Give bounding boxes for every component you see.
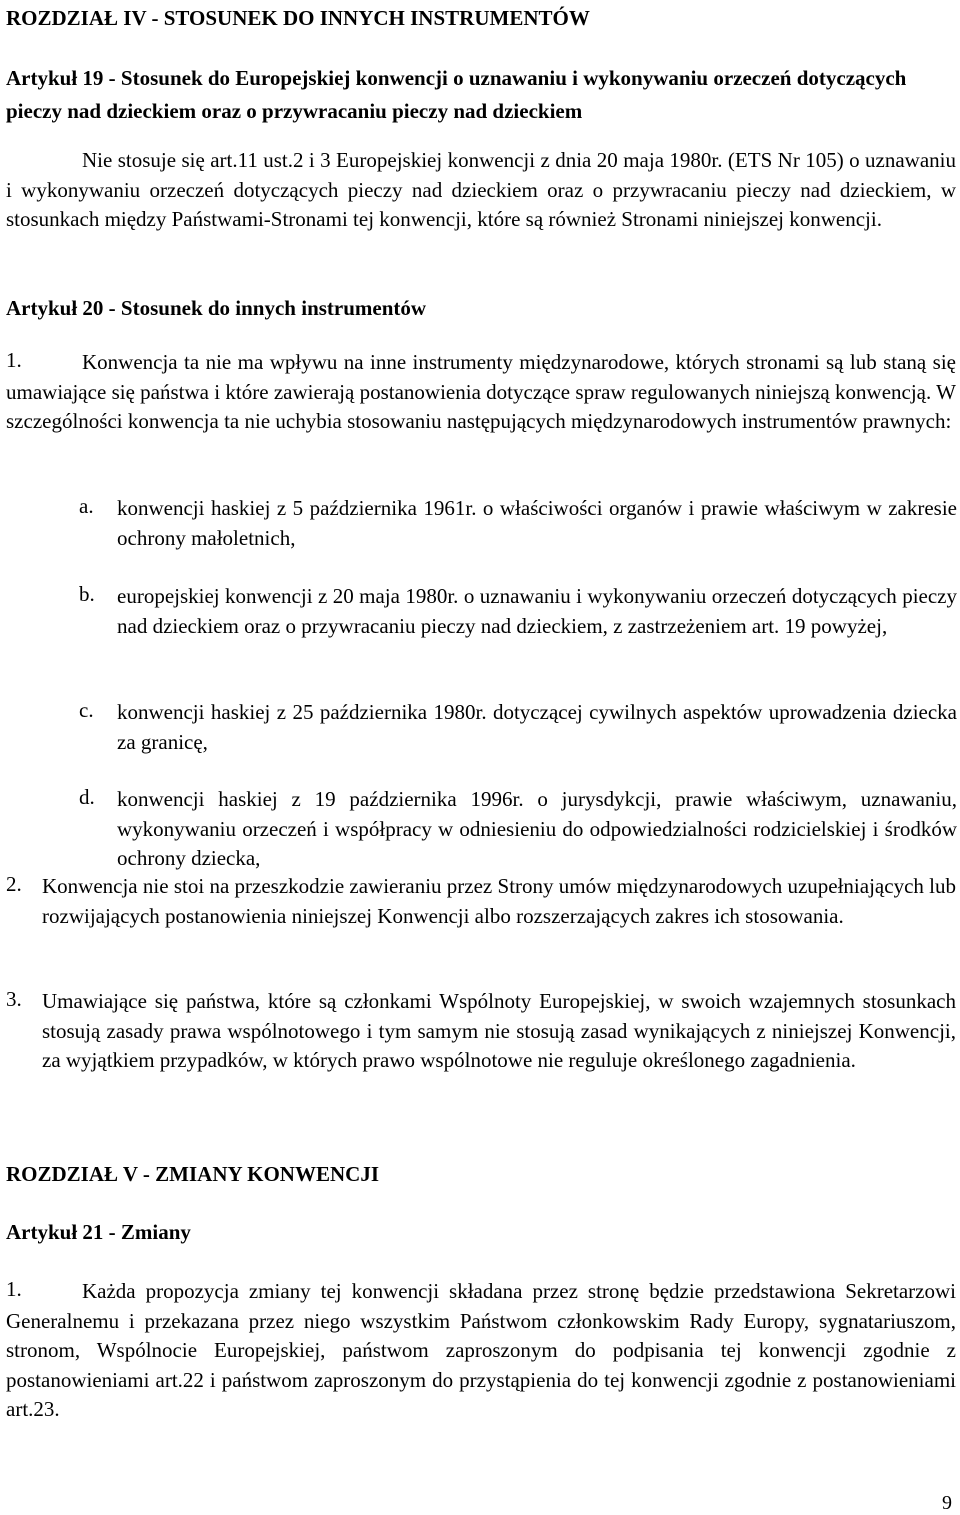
article-20-paragraph-3-number: 3. [6,987,22,1011]
list-item-b-text: europejskiej konwencji z 20 maja 1980r. o uznawaniu i wykonywaniu orzeczeń dotyczących pieczy nad dzieckiem oraz o przywracaniu pieczy nad dzieckiem, z zastrzeżeniem art. 19 powyżej, [117,584,957,638]
list-item-c-label: c. [79,698,94,722]
list-item-b [79,582,957,641]
chapter-4-heading: ROZDZIAŁ IV - STOSUNEK DO INNYCH INSTRUMENTÓW [6,6,590,30]
list-item-d-label: d. [79,785,95,809]
list-item-a [79,494,957,553]
article-20-paragraph-3-text: Umawiające się państwa, które są członkami Wspólnoty Europejskiej, w swoich wzajemnych stosunkach stosują zasady prawa wspólnotowego i tym samym nie stosują zasad wynikających z niniejszej Konwencji, za wyjątkiem przypadków, w których prawo wspólnotowe nie reguluje określonego zagadnienia. [42,989,956,1072]
article-20-paragraph-3 [6,987,956,1076]
page-number: 9 [942,1492,952,1514]
article-20-paragraph-2-text: Konwencja nie stoi na przeszkodzie zawieraniu przez Strony umów międzynarodowych uzupełniających lub rozwijających postanowienia niniejszej Konwencji albo rozszerzających zakres ich stosowania. [42,874,956,928]
list-item-a-label: a. [79,494,94,518]
list-item-a-text: konwencji haskiej z 5 października 1961r. o właściwości organów i prawie właściwym w zakresie ochrony małoletnich, [117,496,957,550]
article-20-paragraph-2-number: 2. [6,872,22,896]
list-item-d-text: konwencji haskiej z 19 października 1996r. o jurysdykcji, prawie właściwym, uznawaniu, wykonywaniu orzeczeń i współpracy w odniesieniu do odpowiedzialności rodzicielskiej i środków ochrony dziecka, [117,787,957,870]
article-20-heading: Artykuł 20 - Stosunek do innych instrumentów [6,296,427,320]
list-item-b-label: b. [79,582,95,606]
article-19-paragraph: Nie stosuje się art.11 ust.2 i 3 Europejskiej konwencji z dnia 20 maja 1980r. (ETS Nr 105) o uznawaniu i wykonywaniu orzeczeń dotyczących pieczy nad dzieckiem oraz o przywracaniu pieczy nad dzieckiem, w stosunkach między Państwami-Stronami tej konwencji, które są również Stronami niniejszej konwencji. [6,148,956,231]
article-19-heading: Artykuł 19 - Stosunek do Europejskiej konwencji o uznawaniu i wykonywaniu orzeczeń dotyczących pieczy nad dzieckiem oraz o przywracaniu pieczy nad dzieckiem [6,66,907,123]
article-21-paragraph-1-text: Każda propozycja zmiany tej konwencji składana przez stronę będzie przedstawiona Sekretarzowi Generalnemu i przekazana przez niego wszystkim Państwom członkowskim Rady Europy, sygnatariuszom, stronom, Wspólnocie Europejskiej, państwom zaproszonym do podpisania tej konwencji zgodnie z postanowieniami art.22 i państwom zaproszonym do przystąpienia do tej konwencji zgodnie z postanowieniami art.23. [6,1279,956,1421]
chapter-5-heading: ROZDZIAŁ V - ZMIANY KONWENCJI [6,1162,379,1186]
list-item-c-text: konwencji haskiej z 25 października 1980r. dotyczącej cywilnych aspektów uprowadzenia dziecka za granicę, [117,700,957,754]
article-20-paragraph-1-number: 1. [6,348,22,372]
list-item-d [79,785,957,874]
article-21-paragraph-1-number: 1. [6,1277,22,1301]
list-item-c [79,698,957,757]
article-20-paragraph-2 [6,872,956,931]
article-21-heading: Artykuł 21 - Zmiany [6,1220,191,1244]
article-20-paragraph-1-text: Konwencja ta nie ma wpływu na inne instrumenty międzynarodowe, których stronami są lub staną się umawiające się państwa i które zawierają postanowienia dotyczące spraw regulowanych niniejszą konwencją. W szczególności konwencja ta nie uchybia stosowaniu następujących międzynarodowych instrumentów prawnych: [6,350,956,433]
